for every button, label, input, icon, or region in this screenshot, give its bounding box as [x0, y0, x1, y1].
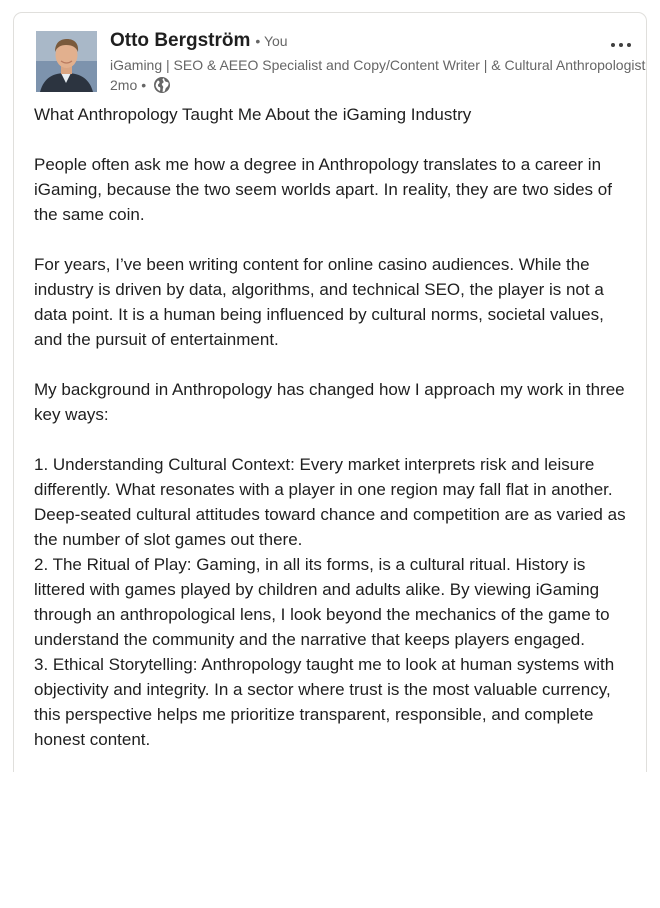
list-item: 3. Ethical Storytelling: Anthropology taught me to look at human systems with objectivity and integrity. In a sector where trust is the most valuable currency, this perspective helps me prioritize transparent, responsible, and complete honest content.	[34, 655, 615, 749]
author-headline: iGaming | SEO & AEEO Specialist and Copy/Content Writer | & Cultural Anthropologist	[110, 57, 646, 73]
list-item: 2. The Ritual of Play: Gaming, in all its forms, is a cultural ritual. History is littered with games played by children and adults alike. By viewing iGaming through an anthropological lens, I look beyond the mechanics of the game to understand the community and the narrative that keeps players engaged.	[34, 555, 610, 649]
connection-degree: • You	[255, 33, 288, 49]
paragraph-spacer	[34, 352, 634, 377]
list-item: 1. Understanding Cultural Context: Every market interprets risk and leisure differently. What resonates with a player in one region may fall flat in another. Deep-seated cultural attitudes toward chance and competition are as varied as the number of slot games out there.	[34, 455, 626, 549]
post-header	[36, 30, 646, 93]
author-name-row	[110, 30, 590, 54]
post-meta	[110, 75, 590, 95]
paragraph-spacer	[34, 127, 634, 152]
post-card	[13, 12, 647, 772]
post-paragraph: People often ask me how a degree in Anthropology translates to a career in iGaming, because the two seem worlds apart. In reality, they are two sides of the same coin.	[34, 155, 612, 224]
post-paragraph: My background in Anthropology has changed how I approach my work in three key ways:	[34, 380, 625, 424]
paragraph-spacer	[34, 427, 634, 452]
post-time: 2mo	[110, 77, 138, 93]
avatar[interactable]	[36, 31, 97, 92]
author-info	[110, 30, 646, 95]
avatar-image	[36, 31, 97, 92]
more-options-button[interactable]	[606, 30, 636, 60]
post-paragraph: For years, I’ve been writing content for online casino audiences. While the industry is driven by data, algorithms, and technical SEO, the player is not a data point. It is a human being influenced by cultural norms, societal values, and the pursuit of entertainment.	[34, 255, 604, 349]
author-name[interactable]: Otto Bergström	[110, 30, 251, 51]
post-body	[34, 102, 634, 752]
paragraph-spacer	[34, 227, 634, 252]
meta-separator: •	[141, 77, 147, 93]
post-title: What Anthropology Taught Me About the iGaming Industry	[34, 105, 472, 124]
globe-icon	[153, 76, 171, 94]
more-icon	[610, 42, 632, 48]
